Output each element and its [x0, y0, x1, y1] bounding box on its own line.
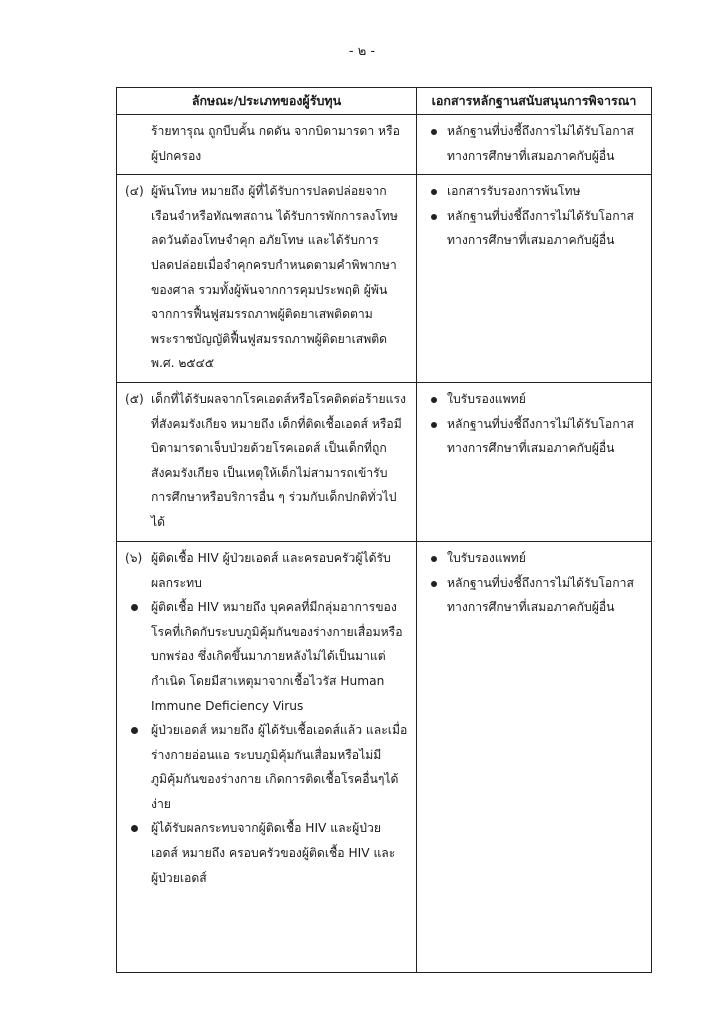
- row-4-description: [117, 175, 417, 383]
- item-number: (๖): [125, 550, 143, 565]
- text-line: ผู้ติดเชื้อ HIV ผู้ป่วยเอดส์ และครอบครัวผู้ได้รับ: [151, 550, 391, 565]
- text-line: ผู้ปกครอง: [151, 148, 202, 163]
- text-line: พระราชบัญญัติฟื้นฟูสมรรถภาพผู้ติดยาเสพติด: [151, 331, 388, 346]
- document-item: ใบรับรองแพทย์: [425, 546, 645, 571]
- header-characteristics: ลักษณะ/ประเภทของผู้รับทุน: [117, 88, 417, 115]
- table-row: [117, 541, 652, 972]
- row-5-description: [117, 382, 417, 541]
- text-line: พ.ศ. ๒๕๔๕: [151, 356, 215, 371]
- text-line: ผู้พ้นโทษ หมายถึง ผู้ที่ได้รับการปลดปล่อยจาก: [151, 184, 387, 199]
- text-line: ของศาล รวมทั้งผู้พ้นจากการคุมประพฤติ ผู้พ้น: [151, 282, 388, 297]
- sub-item-affected-family: [125, 816, 408, 890]
- text-line: เด็กที่ได้รับผลจากโรคเอดส์หรือโรคติดต่อร้ายแรง: [151, 391, 406, 406]
- document-item: หลักฐานที่บ่งชี้ถึงการไม่ได้รับโอกาสทางการศึกษาที่เสมอภาคกับผู้อื่น: [425, 571, 645, 620]
- criteria-table: [116, 87, 652, 973]
- row-cont-description: [117, 115, 417, 175]
- text-line: ภูมิคุ้มกันของร่างกาย เกิดการติดเชื้อโรคอื่นๆได้: [151, 772, 399, 787]
- text-line: Immune Deficiency Virus: [151, 698, 304, 713]
- page-number: - ๒ -: [348, 44, 376, 59]
- row-4-documents: [417, 175, 652, 383]
- sub-item-aids-patient: [125, 718, 408, 816]
- text-line: ผู้ได้รับผลกระทบจากผู้ติดเชื้อ HIV และผู้ป่วย: [151, 821, 381, 836]
- item-number: (๔): [125, 184, 144, 199]
- text-line: ได้: [151, 514, 166, 529]
- row-6-description: [117, 541, 417, 972]
- document-item: หลักฐานที่บ่งชี้ถึงการไม่ได้รับโอกาสทางการศึกษาที่เสมอภาคกับผู้อื่น: [425, 412, 645, 461]
- document-item: ใบรับรองแพทย์: [425, 387, 645, 412]
- text-line: ร้ายทารุณ ถูกบีบคั้น กดดัน จากบิดามารดา หรือ: [151, 124, 400, 138]
- table-row: [117, 175, 652, 383]
- text-line: ผู้ติดเชื้อ HIV หมายถึง บุคคลที่มีกลุ่มอาการของ: [151, 600, 397, 615]
- text-line: ที่สังคมรังเกียจ หมายถึง เด็กที่ติดเชื้อเอดส์ หรือมี: [151, 416, 402, 431]
- text-line: จากการฟื้นฟูสมรรถภาพผู้ติดยาเสพติดตาม: [151, 307, 373, 322]
- text-line: ผู้ป่วยเอดส์ หมายถึง ผู้ได้รับเชื้อเอดส์แล้ว และเมื่อ: [151, 723, 408, 738]
- document-item: หลักฐานที่บ่งชี้ถึงการไม่ได้รับโอกาสทางการศึกษาที่เสมอภาคกับผู้อื่น: [425, 119, 645, 168]
- row-6-documents: [417, 541, 652, 972]
- table-row: [117, 382, 652, 541]
- text-line: บิดามารดาเจ็บป่วยด้วยโรคเอดส์ เป็นเด็กที่ถูก: [151, 441, 387, 456]
- row-cont-documents: [417, 115, 652, 175]
- text-line: สังคมรังเกียจ เป็นเหตุให้เด็กไม่สามารถเข้ารับ: [151, 465, 388, 480]
- sub-item-hiv-infected: [125, 595, 408, 718]
- text-line: ร่างกายอ่อนแอ ระบบภูมิคุ้มกันเสื่อมหรือไม่มี: [151, 747, 382, 762]
- header-supporting-documents: เอกสารหลักฐานสนับสนุนการพิจารณา: [417, 88, 652, 115]
- text-line: เอดส์ หมายถึง ครอบครัวของผู้ติดเชื้อ HIV และ: [151, 846, 396, 861]
- text-line: โรคที่เกิดกับระบบภูมิคุ้มกันของร่างกายเสื่อมหรือ: [151, 624, 403, 639]
- row-5-documents: [417, 382, 652, 541]
- text-line: บกพร่อง ซึ่งเกิดขึ้นมาภายหลังไม่ได้เป็นมาแต่: [151, 649, 386, 664]
- text-line: ผลกระทบ: [151, 575, 202, 590]
- item-number: (๕): [125, 391, 144, 406]
- text-line: ลดวันต้องโทษจำคุก อภัยโทษ และได้รับการ: [151, 233, 379, 248]
- table-header-row: [117, 88, 652, 115]
- text-line: เรือนจำหรือทัณฑสถาน ได้รับการพักการลงโทษ: [151, 208, 398, 223]
- text-line: ปลดปล่อยเมื่อจำคุกครบกำหนดตามคำพิพากษา: [151, 257, 397, 272]
- text-line: การศึกษาหรือบริการอื่น ๆ ร่วมกับเด็กปกติทั่วไป: [151, 490, 397, 505]
- text-line: กำเนิด โดยมีสาเหตุมาจากเชื้อไวรัส Human: [151, 673, 385, 688]
- document-item: เอกสารรับรองการพ้นโทษ: [425, 179, 645, 204]
- table-row: [117, 115, 652, 175]
- document-item: หลักฐานที่บ่งชี้ถึงการไม่ได้รับโอกาสทางการศึกษาที่เสมอภาคกับผู้อื่น: [425, 204, 645, 253]
- text-line: ง่าย: [151, 796, 171, 811]
- text-line: ผู้ป่วยเอดส์: [151, 870, 207, 885]
